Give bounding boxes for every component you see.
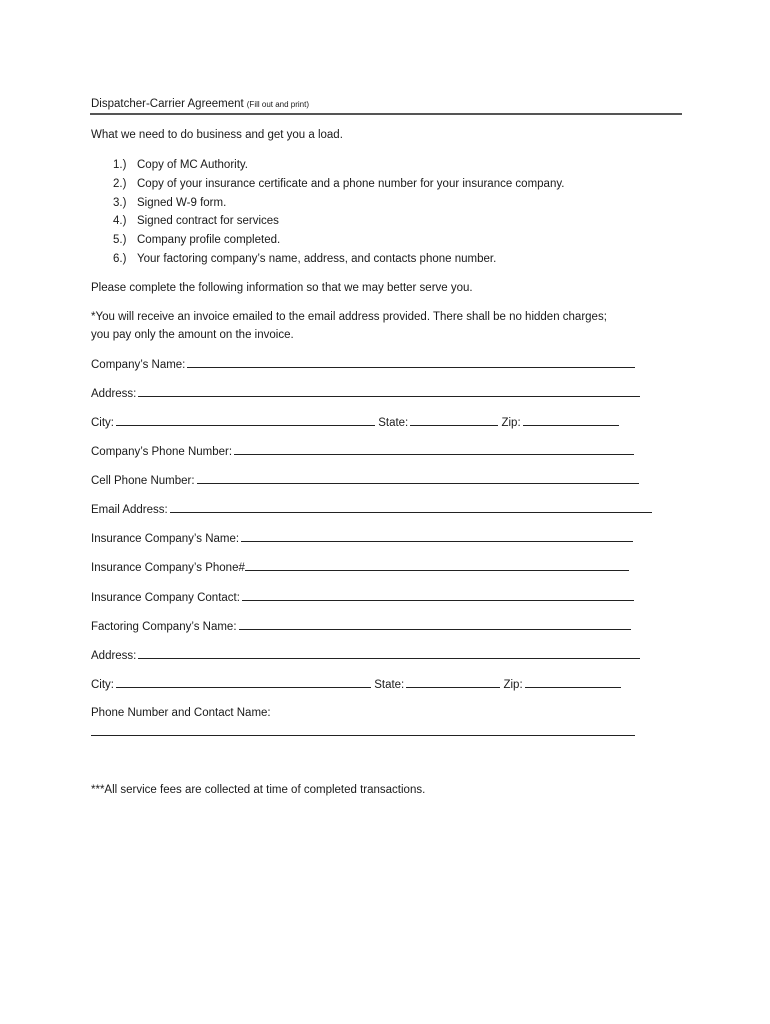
list-number: 3.) (113, 196, 127, 209)
invoice-note-line1: *You will receive an invoice emailed to the email address provided. There shall be no hidden charges; (91, 311, 607, 323)
phone-contact-field[interactable] (91, 723, 635, 736)
header-rule (90, 113, 682, 115)
zip-label: Zip: (501, 417, 521, 429)
company-name-row (91, 355, 635, 374)
company-phone-field[interactable] (234, 442, 634, 455)
insurance-contact-field[interactable] (242, 588, 634, 601)
state-label: State: (378, 417, 409, 429)
factoring-city-label: City: (91, 679, 114, 691)
list-text: Copy of your insurance certificate and a phone number for your insurance company. (137, 177, 565, 190)
factoring-address-row (91, 646, 640, 665)
factoring-name-field[interactable] (239, 617, 631, 630)
list-number: 6.) (113, 252, 127, 265)
zip-field[interactable] (523, 413, 619, 426)
phone-contact-row (91, 704, 271, 722)
insurance-name-field[interactable] (241, 529, 633, 542)
factoring-name-label: Factoring Company’s Name: (91, 621, 237, 633)
phone-contact-label: Phone Number and Contact Name: (91, 707, 271, 719)
insurance-contact-row (91, 588, 634, 607)
city-field[interactable] (116, 413, 375, 426)
company-phone-label: Company’s Phone Number: (91, 446, 233, 458)
cell-phone-field[interactable] (197, 471, 639, 484)
intro-text: What we need to do business and get you a load. (91, 129, 343, 141)
address-row (91, 384, 640, 403)
insurance-phone-row (91, 558, 629, 577)
invoice-note-line2: you pay only the amount on the invoice. (91, 329, 294, 341)
insurance-phone-label: Insurance Company’s Phone# (91, 562, 245, 574)
factoring-address-field[interactable] (138, 646, 640, 659)
list-text: Signed contract for services (137, 215, 279, 228)
company-name-label: Company’s Name: (91, 359, 186, 371)
list-item (113, 175, 564, 194)
list-number: 4.) (113, 215, 127, 228)
footer-note: ***All service fees are collected at time of completed transactions. (91, 784, 426, 796)
list-item (113, 156, 564, 175)
phone-contact-line-row (91, 723, 635, 742)
company-name-field[interactable] (187, 355, 635, 368)
email-label: Email Address: (91, 504, 168, 516)
email-field[interactable] (170, 500, 652, 513)
list-item (113, 250, 564, 269)
insurance-name-label: Insurance Company’s Name: (91, 533, 240, 545)
document-title: Dispatcher-Carrier Agreement (91, 98, 244, 110)
address-field[interactable] (138, 384, 640, 397)
insurance-name-row (91, 529, 633, 548)
state-field[interactable] (410, 413, 498, 426)
list-text: Your factoring company’s name, address, and contacts phone number. (137, 252, 497, 265)
address-label: Address: (91, 388, 137, 400)
list-number: 1.) (113, 159, 127, 171)
insurance-contact-label: Insurance Company Contact: (91, 592, 240, 604)
complete-note: Please complete the following information so that we may better serve you. (91, 282, 473, 294)
document-subtitle: (Fill out and print) (246, 100, 310, 109)
cell-phone-label: Cell Phone Number: (91, 475, 195, 487)
document-header (91, 96, 681, 113)
list-item (113, 194, 564, 213)
city-state-zip-row (91, 413, 619, 432)
factoring-state-label: State: (374, 679, 405, 691)
list-text: Copy of MC Authority. (137, 159, 248, 171)
company-phone-row (91, 442, 634, 461)
factoring-state-field[interactable] (406, 675, 500, 688)
list-item (113, 231, 564, 250)
list-number: 5.) (113, 234, 127, 247)
city-label: City: (91, 417, 114, 429)
factoring-city-state-zip-row (91, 675, 621, 694)
factoring-city-field[interactable] (116, 675, 371, 688)
factoring-name-row (91, 617, 631, 636)
factoring-zip-label: Zip: (503, 679, 523, 691)
factoring-zip-field[interactable] (525, 675, 621, 688)
list-number: 2.) (113, 177, 127, 190)
factoring-address-label: Address: (91, 650, 137, 662)
email-row (91, 500, 652, 519)
list-item (113, 212, 564, 231)
list-text: Signed W-9 form. (137, 196, 227, 209)
requirements-list (113, 156, 564, 269)
cell-phone-row (91, 471, 639, 490)
list-text: Company profile completed. (137, 234, 281, 247)
insurance-phone-field[interactable] (245, 558, 629, 571)
